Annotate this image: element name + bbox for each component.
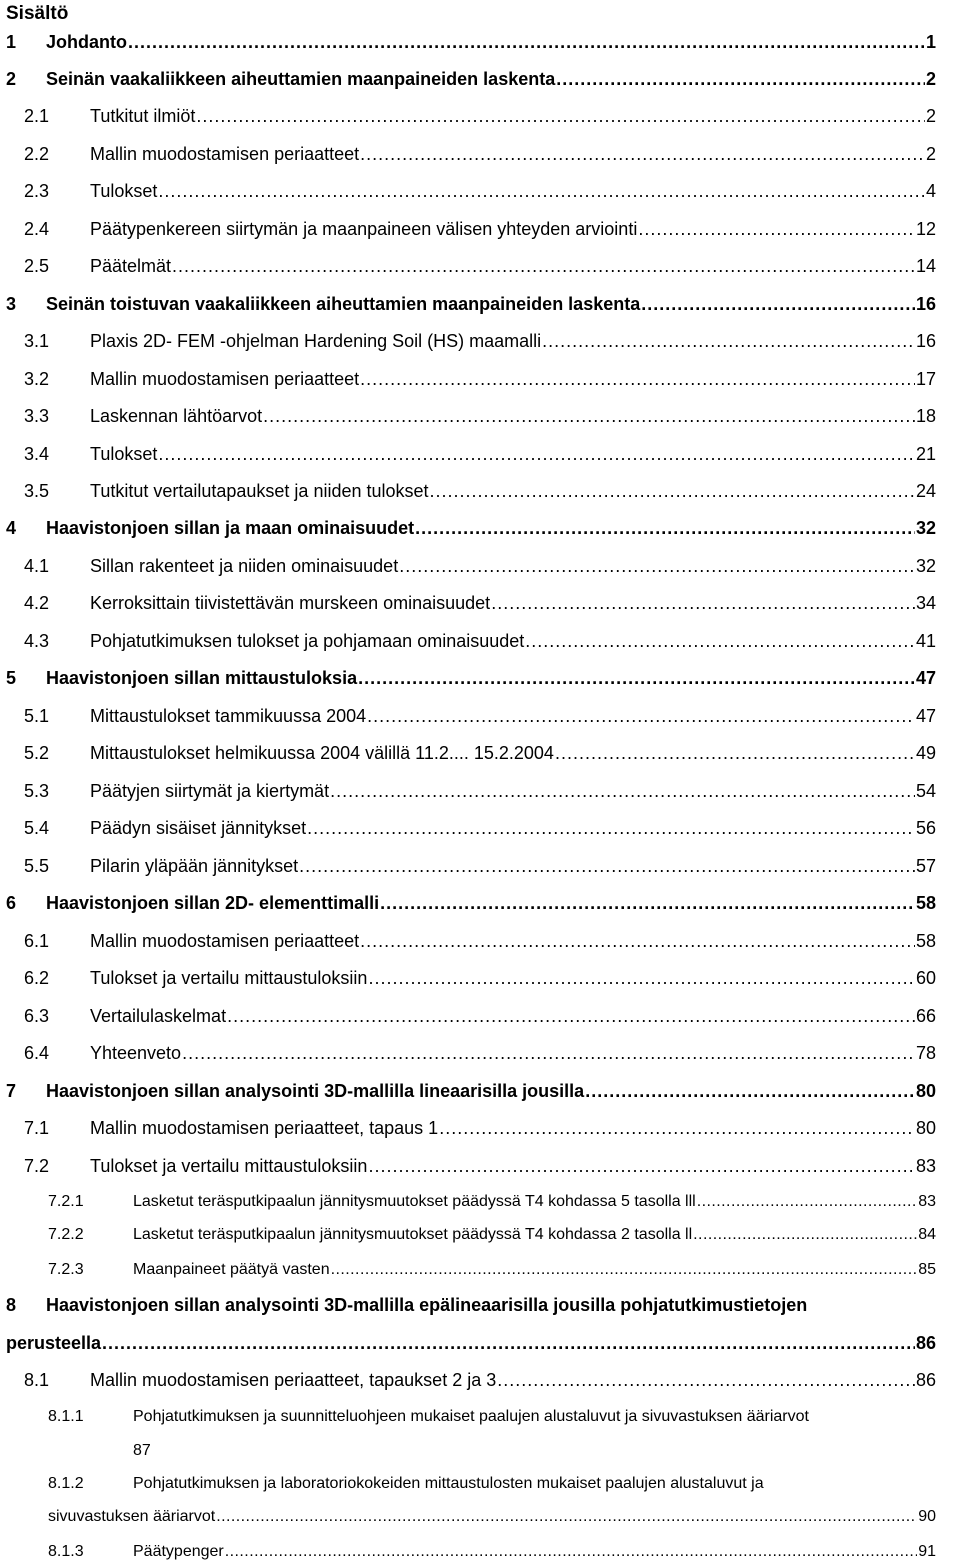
toc-entry-number: 8.1.2: [48, 1475, 84, 1492]
toc-entry-text: Haavistonjoen sillan analysointi 3D-mallilla lineaarisilla jousilla: [46, 1081, 585, 1101]
toc-entry-number: 6.1: [24, 931, 50, 951]
toc-entry-number: 1: [6, 32, 17, 52]
toc-page-number: 87: [133, 1442, 151, 1459]
toc-page-number: 32: [915, 556, 936, 576]
toc-entry-text: Mallin muodostamisen periaatteet: [90, 144, 360, 164]
toc-leader-dots: [556, 67, 925, 91]
toc-entry-1[interactable]: [6, 30, 936, 54]
toc-leader-dots: [360, 142, 925, 166]
toc-page-number: 84: [918, 1226, 936, 1243]
toc-page-number: 54: [915, 781, 936, 801]
toc-entry-text: Mallin muodostamisen periaatteet: [90, 369, 360, 389]
toc-entry-text: Pohjatutkimuksen tulokset ja pohjamaan ominaisuudet: [90, 631, 525, 651]
toc-leader-dots: [693, 1224, 917, 1246]
toc-entry-number: 8.1.1: [48, 1408, 84, 1425]
toc-entry-text: Vertailulaskelmat: [90, 1006, 227, 1026]
toc-entry-8-1-2-line1[interactable]: [48, 1473, 764, 1495]
toc-entry-2-2[interactable]: [24, 142, 936, 166]
toc-entry-number: 7.2: [24, 1156, 50, 1176]
toc-entry-text: Seinän toistuvan vaakaliikkeen aiheuttamien maanpaineiden laskenta: [46, 294, 641, 314]
toc-leader-dots: [368, 1154, 915, 1178]
toc-page-number: 14: [915, 256, 936, 276]
toc-entry-number: 3.2: [24, 369, 50, 389]
toc-page-number: 86: [915, 1370, 936, 1390]
toc-entry-number: 3.3: [24, 406, 50, 426]
toc-entry-5[interactable]: [6, 666, 936, 690]
toc-entry-7-2[interactable]: [24, 1154, 936, 1178]
toc-entry-6[interactable]: [6, 891, 936, 915]
toc-entry-8-1-1-line1[interactable]: [48, 1406, 809, 1428]
toc-entry-7-2-2[interactable]: [48, 1224, 936, 1248]
toc-page-number: 58: [915, 893, 936, 913]
toc-page-number: 56: [915, 818, 936, 838]
toc-entry-text: Tulokset: [90, 181, 158, 201]
toc-entry-number: 7.2.3: [48, 1261, 84, 1278]
toc-entry-text: Päätelmät: [90, 256, 172, 276]
toc-entry-6-3[interactable]: [24, 1004, 936, 1028]
toc-entry-number: 4.1: [24, 556, 50, 576]
toc-leader-dots: [641, 292, 915, 316]
toc-entry-number: 7.2.1: [48, 1193, 84, 1210]
toc-entry-number: 6.2: [24, 968, 50, 988]
toc-entry-text: Seinän vaakaliikkeen aiheuttamien maanpaineiden laskenta: [46, 69, 556, 89]
toc-page-number: 60: [915, 968, 936, 988]
toc-page-number: 16: [915, 331, 936, 351]
toc-entry-3-1[interactable]: [24, 329, 936, 353]
toc-entry-number: 2.5: [24, 256, 50, 276]
toc-page-number: 12: [915, 219, 936, 239]
toc-entry-3-4[interactable]: [24, 442, 936, 466]
toc-entry-8-1-3[interactable]: [48, 1541, 936, 1565]
toc-entry-number: 3.4: [24, 444, 50, 464]
toc-entry-8-1-1-line2: [133, 1440, 151, 1462]
toc-page-number: 83: [915, 1156, 936, 1176]
toc-page-number: 34: [915, 593, 936, 613]
toc-entry-number: 7.2.2: [48, 1226, 84, 1243]
toc-entry-text: Plaxis 2D- FEM -ohjelman Hardening Soil (HS) maamalli: [90, 331, 542, 351]
toc-leader-dots: [331, 1259, 918, 1281]
toc-page-number: 41: [915, 631, 936, 651]
toc-entry-2-1[interactable]: [24, 104, 936, 128]
toc-entry-text: Päätyjen siirtymät ja kiertymät: [90, 781, 330, 801]
toc-leader-dots: [368, 966, 915, 990]
toc-page-number: 47: [915, 706, 936, 726]
toc-entry-number: 3.5: [24, 481, 50, 501]
toc-leader-dots: [358, 666, 915, 690]
toc-entry-text: Yhteenveto: [90, 1043, 182, 1063]
toc-page-number: 17: [915, 369, 936, 389]
toc-leader-dots: [299, 854, 915, 878]
toc-leader-dots: [307, 816, 915, 840]
toc-entry-5-3[interactable]: [24, 779, 936, 803]
toc-entry-5-2[interactable]: [24, 741, 936, 765]
toc-entry-text: Tutkitut ilmiöt: [90, 106, 196, 126]
toc-entry-3[interactable]: [6, 292, 936, 316]
toc-entry-8-line2[interactable]: [6, 1331, 936, 1355]
toc-leader-dots: [172, 254, 915, 278]
toc-entry-number: 3.1: [24, 331, 50, 351]
toc-leader-dots: [415, 516, 915, 540]
toc-entry-number: 4: [6, 518, 17, 538]
toc-leader-dots: [158, 179, 925, 203]
toc-entry-text: Sillan rakenteet ja niiden ominaisuudet: [90, 556, 399, 576]
page-title: Sisältö: [6, 3, 69, 24]
toc-entry-text: Haavistonjoen sillan ja maan ominaisuudet: [46, 518, 415, 538]
toc-leader-dots: [182, 1041, 915, 1065]
toc-page-number: 2: [925, 144, 936, 164]
toc-entry-text: Lasketut teräsputkipaalun jännitysmuutokset päädyssä T4 kohdassa 2 tasolla ll: [133, 1226, 693, 1243]
toc-entry-text: Tutkitut vertailutapaukset ja niiden tulokset: [90, 481, 429, 501]
toc-page-number: 91: [918, 1543, 936, 1560]
toc-page-number: 85: [918, 1261, 936, 1278]
toc-leader-dots: [439, 1116, 915, 1140]
toc-entry-number: 2.4: [24, 219, 50, 239]
toc-entry-text: perusteella: [6, 1333, 102, 1353]
toc-entry-text: Pohjatutkimuksen ja suunnitteluohjeen mukaiset paalujen alustaluvut ja sivuvastuksen ääriarvot: [133, 1408, 809, 1425]
toc-leader-dots: [491, 591, 915, 615]
toc-entry-4-1[interactable]: [24, 554, 936, 578]
toc-leader-dots: [399, 554, 915, 578]
toc-entry-7[interactable]: [6, 1079, 936, 1103]
toc-entry-number: 8.1.3: [48, 1543, 84, 1560]
toc-page-number: 86: [915, 1333, 936, 1353]
toc-leader-dots: [128, 30, 925, 54]
toc-entry-number: 6: [6, 893, 17, 913]
toc-leader-dots: [227, 1004, 915, 1028]
toc-entry-text: Päätypenkereen siirtymän ja maanpaineen välisen yhteyden arviointi: [90, 219, 638, 239]
toc-entry-number: 5.4: [24, 818, 50, 838]
toc-leader-dots: [430, 479, 915, 503]
toc-entry-number: 5.5: [24, 856, 50, 876]
toc-entry-text: Mittaustulokset tammikuussa 2004: [90, 706, 367, 726]
toc-leader-dots: [330, 779, 915, 803]
toc-page-number: 66: [915, 1006, 936, 1026]
toc-page-number: 16: [915, 294, 936, 314]
toc-leader-dots: [555, 741, 915, 765]
toc-entry-2-5[interactable]: [24, 254, 936, 278]
toc-page-number: 47: [915, 668, 936, 688]
toc-leader-dots: [525, 629, 915, 653]
toc-entry-2[interactable]: [6, 67, 936, 91]
toc-entry-number: 7: [6, 1081, 17, 1101]
toc-entry-text: Tulokset ja vertailu mittaustuloksiin: [90, 968, 368, 988]
toc-entry-number: 2: [6, 69, 17, 89]
toc-entry-5-5[interactable]: [24, 854, 936, 878]
toc-entry-8-1[interactable]: [24, 1368, 936, 1392]
toc-leader-dots: [585, 1079, 915, 1103]
toc-entry-8-line1[interactable]: [6, 1293, 807, 1317]
toc-entry-text: Päädyn sisäiset jännitykset: [90, 818, 307, 838]
toc-entry-2-4[interactable]: [24, 217, 936, 241]
toc-entry-7-1[interactable]: [24, 1116, 936, 1140]
toc-entry-4-3[interactable]: [24, 629, 936, 653]
toc-entry-4-2[interactable]: [24, 591, 936, 615]
toc-entry-text: Haavistonjoen sillan 2D- elementtimalli: [46, 893, 380, 913]
toc-entry-3-2[interactable]: [24, 367, 936, 391]
toc-page-number: 1: [925, 32, 936, 52]
toc-page-number: 90: [918, 1508, 936, 1525]
toc-entry-number: 6.3: [24, 1006, 50, 1026]
toc-entry-2-3[interactable]: [24, 179, 936, 203]
toc-entry-number: 2.1: [24, 106, 50, 126]
toc-entry-number: 6.4: [24, 1043, 50, 1063]
toc-entry-number: 5.2: [24, 743, 50, 763]
toc-entry-number: 5.1: [24, 706, 50, 726]
toc-entry-3-5[interactable]: [24, 479, 936, 503]
toc-page-number: 32: [915, 518, 936, 538]
toc-entry-6-4[interactable]: [24, 1041, 936, 1065]
toc-entry-number: 2.3: [24, 181, 50, 201]
toc-page-number: 78: [915, 1043, 936, 1063]
toc-entry-6-1[interactable]: [24, 929, 936, 953]
toc-entry-text: Tulokset: [90, 444, 158, 464]
toc-leader-dots: [497, 1368, 915, 1392]
toc-page-number: 4: [925, 181, 936, 201]
toc-leader-dots: [360, 929, 915, 953]
toc-entry-4[interactable]: [6, 516, 936, 540]
toc-entry-text: Mallin muodostamisen periaatteet, tapaus 1: [90, 1118, 439, 1138]
toc-leader-dots: [542, 329, 915, 353]
toc-entry-number: 5: [6, 668, 17, 688]
toc-entry-number: 7.1: [24, 1118, 50, 1138]
toc-entry-number: 3: [6, 294, 17, 314]
toc-entry-text: Johdanto: [46, 32, 127, 52]
toc-page-number: 83: [918, 1193, 936, 1210]
toc-leader-dots: [216, 1506, 917, 1528]
toc-leader-dots: [196, 104, 925, 128]
toc-entry-number: 4.2: [24, 593, 50, 613]
toc-leader-dots: [158, 442, 915, 466]
toc-entry-7-2-1[interactable]: [48, 1191, 936, 1215]
toc-leader-dots: [263, 404, 915, 428]
toc-entry-text: Laskennan lähtöarvot: [90, 406, 263, 426]
toc-page-number: 80: [915, 1118, 936, 1138]
toc-entry-text: Päätypenger: [133, 1543, 224, 1560]
toc-entry-text: Kerroksittain tiivistettävän murskeen ominaisuudet: [90, 593, 491, 613]
toc-entry-6-2[interactable]: [24, 966, 936, 990]
toc-entry-text: Mittaustulokset helmikuussa 2004 välillä 11.2.... 15.2.2004: [90, 743, 554, 763]
toc-entry-text: Maanpaineet päätyä vasten: [133, 1261, 330, 1278]
toc-entry-text: Pohjatutkimuksen ja laboratoriokokeiden mittaustulosten mukaiset paalujen alustaluvut ja: [133, 1475, 764, 1492]
toc-page-number: 58: [915, 931, 936, 951]
toc-entry-text: Tulokset ja vertailu mittaustuloksiin: [90, 1156, 368, 1176]
toc-entry-text: Haavistonjoen sillan analysointi 3D-mallilla epälineaarisilla jousilla pohjatutkimustietojen: [46, 1295, 808, 1315]
toc-entry-number: 5.3: [24, 781, 50, 801]
toc-leader-dots: [225, 1541, 917, 1563]
toc-entry-number: 2.2: [24, 144, 50, 164]
toc-entry-8-1-2-line2[interactable]: [48, 1506, 936, 1530]
toc-leader-dots: [638, 217, 915, 241]
toc-page-number: 21: [915, 444, 936, 464]
toc-leader-dots: [360, 367, 915, 391]
toc-page-number: 2: [925, 106, 936, 126]
toc-entry-text: sivuvastuksen ääriarvot: [48, 1508, 216, 1525]
toc-page-number: 2: [925, 69, 936, 89]
toc-entry-text: Mallin muodostamisen periaatteet, tapaukset 2 ja 3: [90, 1370, 497, 1390]
toc-leader-dots: [102, 1331, 915, 1355]
toc-page-number: 57: [915, 856, 936, 876]
toc-entry-number: 8: [6, 1295, 17, 1315]
toc-leader-dots: [697, 1191, 918, 1213]
toc-entry-7-2-3[interactable]: [48, 1259, 936, 1283]
toc-entry-3-3[interactable]: [24, 404, 936, 428]
toc-entry-number: 8.1: [24, 1370, 50, 1390]
toc-page-number: 49: [915, 743, 936, 763]
toc-entry-number: 4.3: [24, 631, 50, 651]
toc-entry-5-4[interactable]: [24, 816, 936, 840]
toc-entry-text: Mallin muodostamisen periaatteet: [90, 931, 360, 951]
toc-page-number: 24: [915, 481, 936, 501]
toc-entry-text: Haavistonjoen sillan mittaustuloksia: [46, 668, 358, 688]
toc-entry-5-1[interactable]: [24, 704, 936, 728]
toc-entry-text: Lasketut teräsputkipaalun jännitysmuutokset päädyssä T4 kohdassa 5 tasolla lll: [133, 1193, 696, 1210]
toc-page-number: 18: [915, 406, 936, 426]
toc-entry-text: Pilarin yläpään jännitykset: [90, 856, 299, 876]
toc-leader-dots: [380, 891, 915, 915]
toc-page-number: 80: [915, 1081, 936, 1101]
toc-leader-dots: [367, 704, 915, 728]
